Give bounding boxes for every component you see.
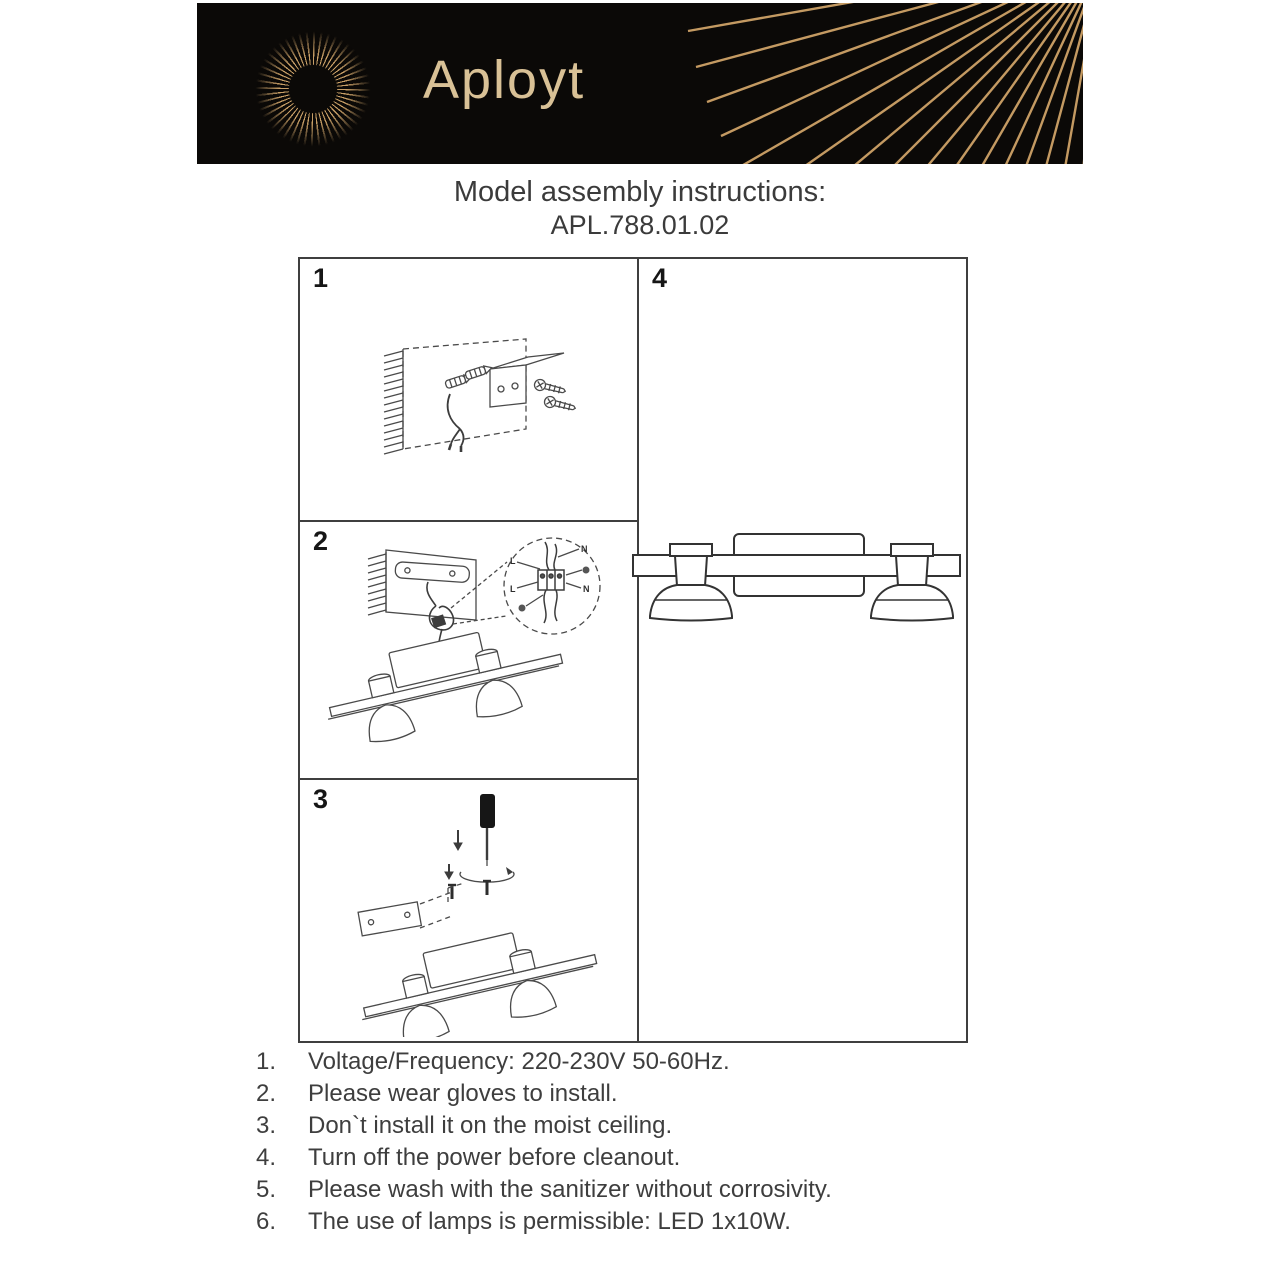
list-item-text: Voltage/Frequency: 220-230V 50-60Hz. [308, 1048, 730, 1075]
wiring-label-n2: N [583, 584, 590, 594]
step-1-panel [300, 259, 639, 522]
wiring-label-l: L [510, 556, 516, 566]
screws [533, 378, 576, 413]
list-item [256, 1046, 1036, 1078]
list-item [256, 1142, 1036, 1174]
step-2-panel [300, 522, 639, 780]
alignment-guides [420, 883, 464, 928]
down-arrows [445, 830, 462, 879]
fixing-screws [448, 881, 491, 899]
list-item-number: 2. [256, 1080, 277, 1107]
page-title [0, 175, 1280, 241]
corner-rays-icon [197, 3, 1083, 164]
list-item [256, 1078, 1036, 1110]
step-3-panel [300, 780, 639, 1041]
wiring-label-l2: L [510, 584, 516, 594]
wall-outline [386, 550, 476, 620]
wiring-label-n: N [581, 544, 588, 554]
list-item-text: The use of lamps is permissible: LED 1x10W. [308, 1208, 791, 1235]
mounting-bracket [358, 902, 421, 936]
list-item-number: 4. [256, 1144, 277, 1171]
step-4-illustration [630, 259, 969, 1041]
list-item [256, 1206, 1036, 1238]
power-wire [448, 394, 464, 452]
list-item-number: 6. [256, 1208, 277, 1235]
title-line1: Model assembly instructions: [453, 176, 827, 208]
step-3-number: 3 [313, 784, 329, 814]
mounting-plate [395, 562, 470, 583]
wiring-detail-circle [504, 538, 600, 634]
list-item-text: Don`t install it on the moist ceiling. [308, 1112, 673, 1139]
step-1-illustration [300, 259, 637, 518]
step-4-panel [639, 259, 966, 1041]
step-2-illustration [300, 522, 637, 776]
wall-anchors [445, 364, 493, 389]
list-item [256, 1110, 1036, 1142]
fixture-body [317, 615, 571, 753]
brand-banner [197, 3, 1083, 164]
finished-fixture-front-view [633, 534, 960, 621]
step-2-number: 2 [313, 526, 329, 556]
ground-screw-icon [519, 605, 526, 612]
list-item-number: 1. [256, 1048, 277, 1075]
step-4-number: 4 [652, 263, 668, 293]
list-item-number: 3. [256, 1112, 277, 1139]
list-item-text: Turn off the power before cleanout. [308, 1144, 681, 1171]
list-item-number: 5. [256, 1176, 277, 1203]
wall-hatching [368, 552, 386, 615]
list-item [256, 1174, 1036, 1206]
model-number: APL.788.01.02 [550, 210, 730, 240]
screwdriver-icon [480, 794, 495, 866]
instruction-list [256, 1046, 1036, 1238]
instruction-grid [298, 257, 968, 1043]
ground-screw-icon [583, 567, 590, 574]
wall-hatching [384, 349, 403, 454]
step-3-illustration [300, 780, 637, 1037]
brand-name: Aployt [423, 50, 586, 110]
fixture-body [351, 916, 605, 1037]
list-item-text: Please wear gloves to install. [308, 1080, 618, 1107]
step-1-number: 1 [313, 263, 329, 293]
list-item-text: Please wash with the sanitizer without corrosivity. [308, 1176, 832, 1203]
